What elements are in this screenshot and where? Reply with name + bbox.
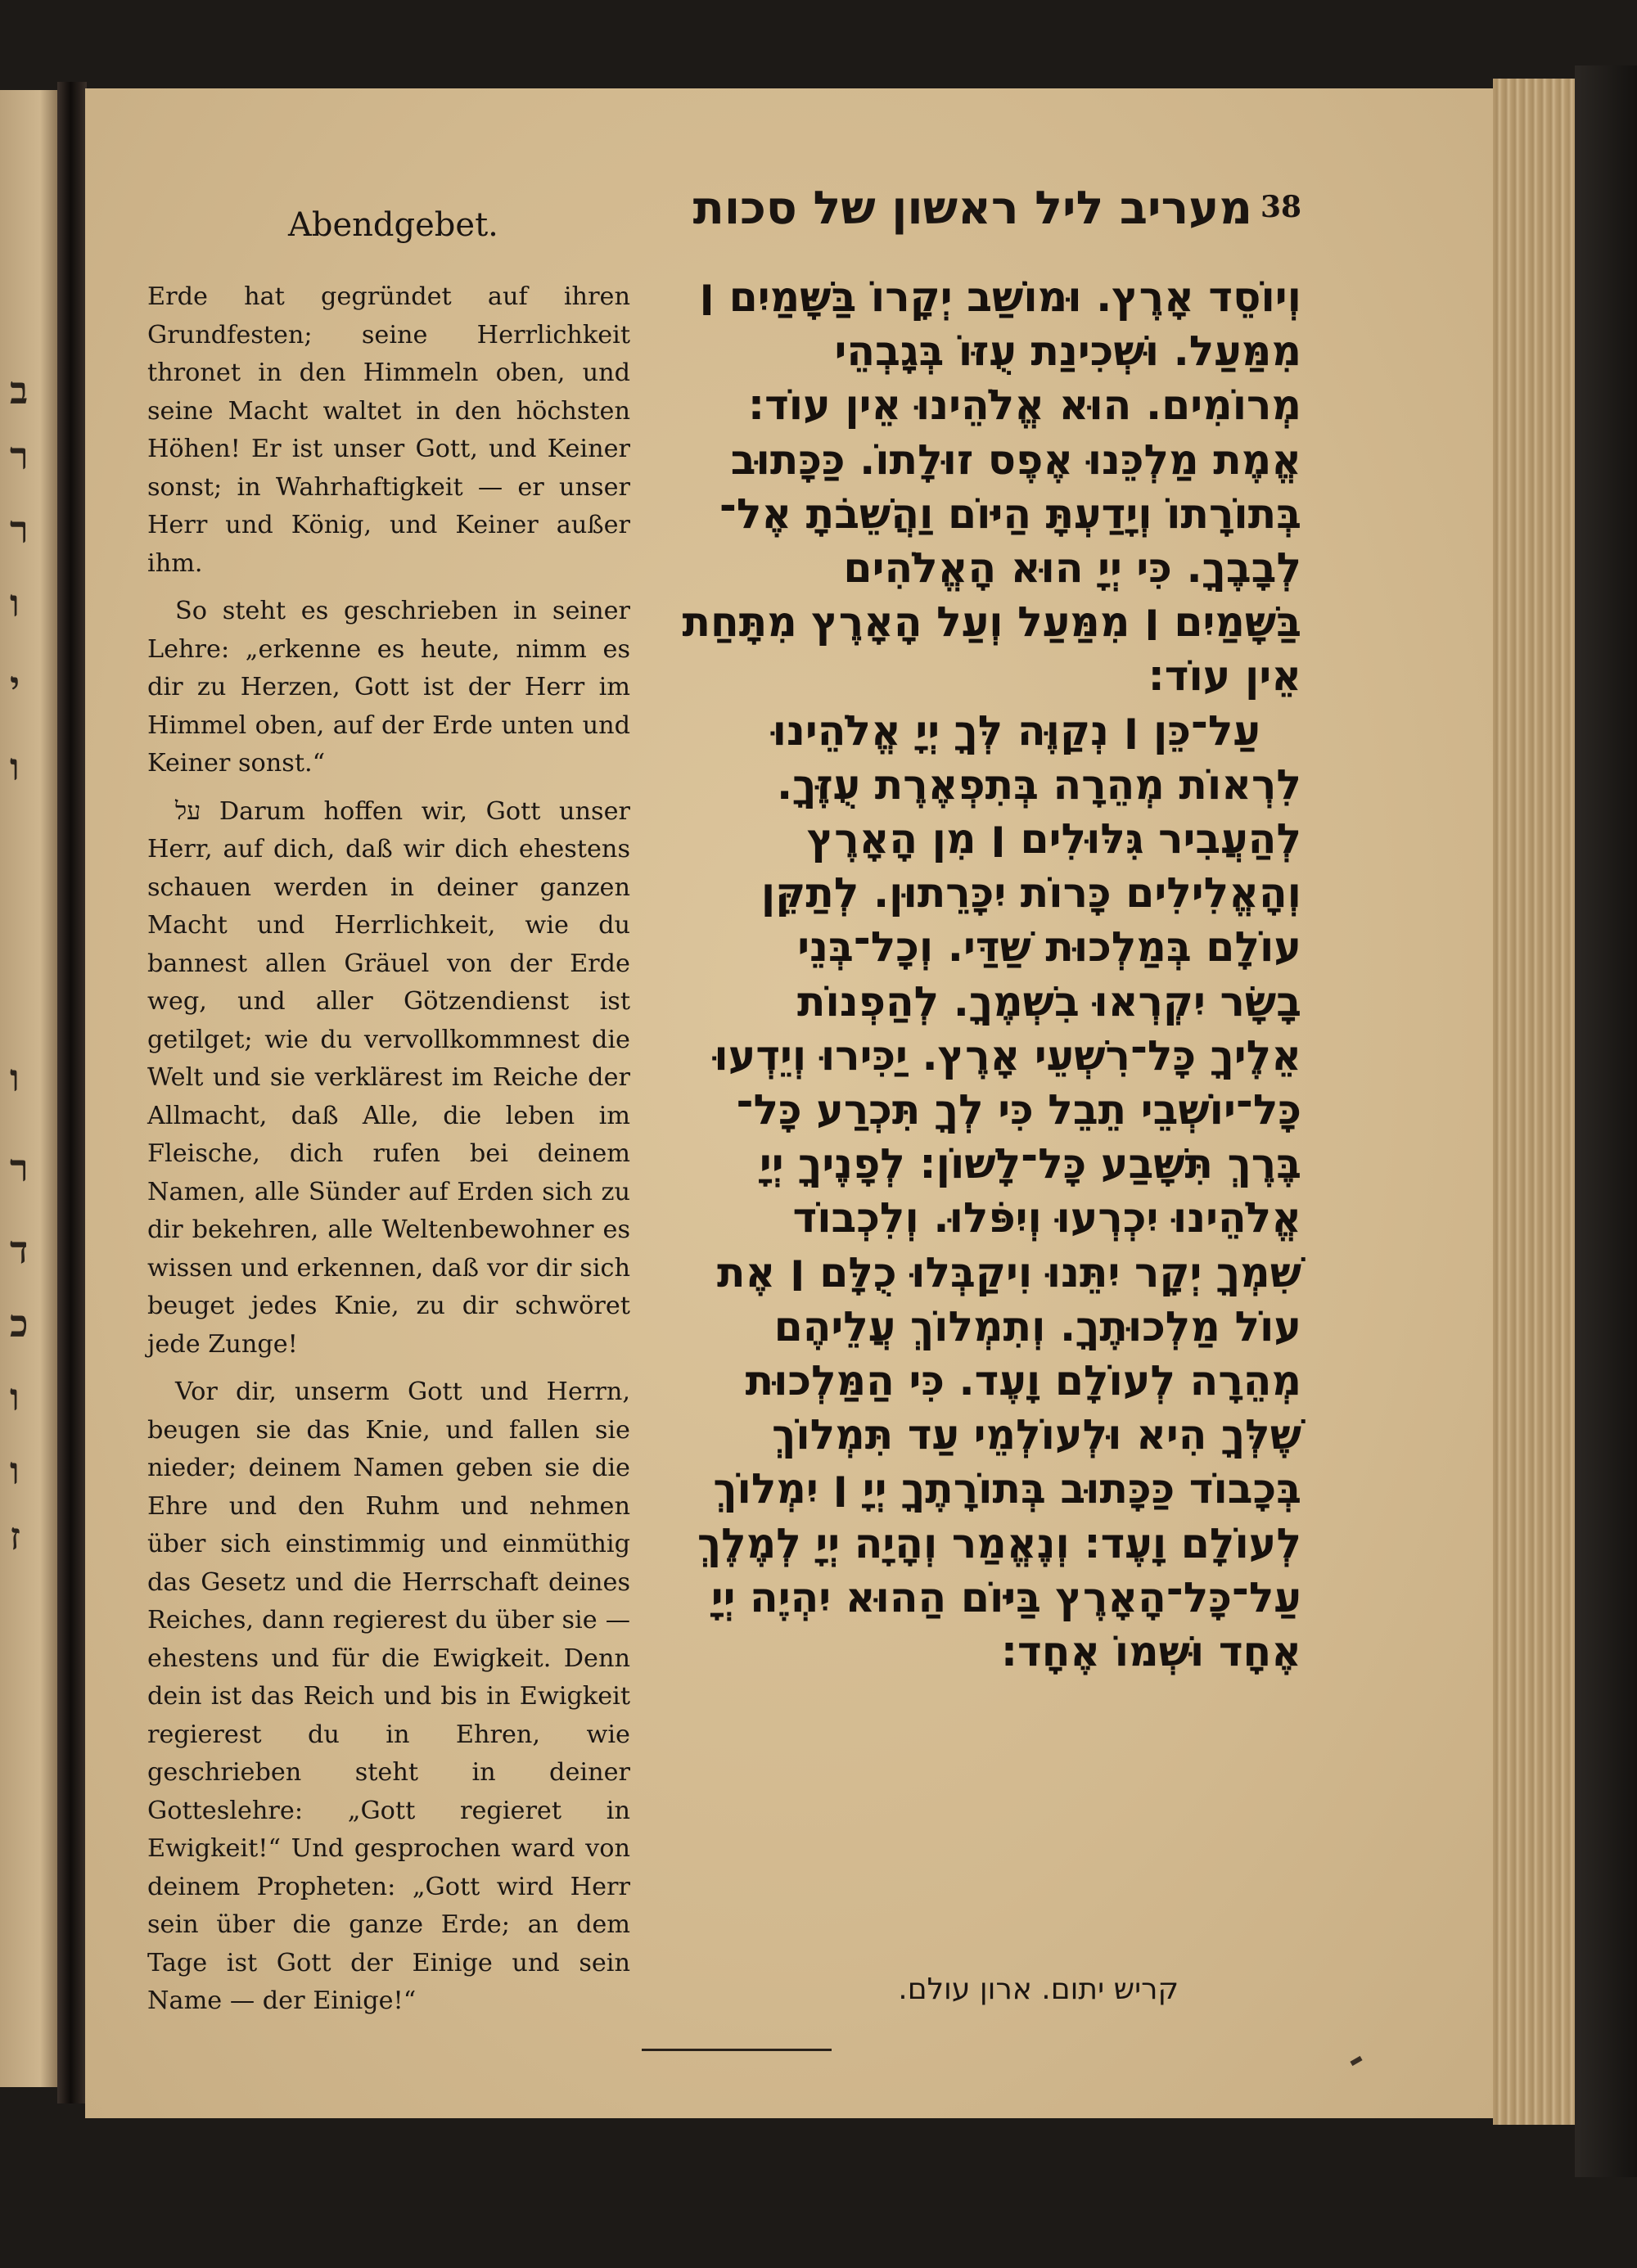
hebrew-line: שִׁמְךָ יְקָר יִתֵּנוּ וִיקַבְּלוּ כֻלָּם ׀ אֶת bbox=[717, 1247, 1301, 1296]
hebrew-line: בַּשָּׁמַיִם ׀ מִמַּעַל וְעַל הָאָרֶץ מִתָּחַת bbox=[682, 597, 1301, 647]
book-gutter bbox=[57, 82, 87, 2103]
footer-rule bbox=[642, 2049, 832, 2051]
hebrew-line: מְרוֹמִים. הוּא אֱלֹהֵינוּ אֵין עוֹד: bbox=[747, 381, 1301, 430]
hebrew-line: בָשָׂר יִקְרְאוּ בִשְׁמֶךָ. לְהַפְנוֹת bbox=[797, 976, 1301, 1026]
previous-page-edge bbox=[0, 90, 57, 2087]
hebrew-line: כָּל־יוֹשְׁבֵי תֵבֵל כִּי לְךָ תִּכְרַע כָּל־ bbox=[736, 1085, 1301, 1134]
hebrew-running-header: מעריב ליל ראשון של סכות bbox=[692, 182, 1252, 235]
hebrew-line: עוֹל מַלְכוּתֶךָ. וְתִמְלוֹךְ עֲלֵיהֶם bbox=[773, 1301, 1301, 1350]
hebrew-line: שֶׁלְּךָ הִיא וּלְעוֹלְמֵי עַד תִּמְלוֹךְ bbox=[772, 1410, 1301, 1459]
hebrew-line: עַל־כֵּן ׀ נְקַוֶּה לְּךָ יְיָ אֱלֹהֵינוּ bbox=[772, 706, 1260, 755]
german-paragraph: Vor dir, unserm Gott und Herrn, beugen sie das Knie, und fallen sie nieder; deinem Namen geben sie die Ehre und den Ruhm und nehmen über sich einstimmig und einmüthig das Gesetz und die Herrschaft deines Reiches, dann regierest du über sie — ehestens und für die Ewigkeit. Denn dein ist das Reich und bis in Ewigkeit regierest du in Ehren, wie geschrieben steht in deiner Gotteslehre: „Gott regieret in Ewigkeit!“ Und gesprochen ward von deinem Propheten: „Gott wird Herr sein über die ganze Erde; an dem Tage ist Gott der Einige und sein Name — der Einige!“ bbox=[147, 1377, 630, 2015]
hebrew-line: אֱמֶת מַלְכֵּנוּ אֶפֶס זוּלָתוֹ. כַּכָּתוּב bbox=[730, 435, 1301, 484]
hebrew-line: עוֹלָם בְּמַלְכוּת שַׁדַּי. וְכָל־בְּנֵי bbox=[797, 922, 1301, 972]
german-paragraph: So steht es geschrieben in seiner Lehre: „erkenne es heute, nimm es dir zu Herzen, Gott ist der Herr im Himmel oben, auf der Erde unten und Keiner sonst.“ bbox=[147, 597, 630, 778]
book-cover bbox=[1575, 65, 1637, 2177]
hebrew-line: בְּתוֹרָתוֹ וְיָדַעְתָּ הַיּוֹם וַהֲשֵׁבֹתָ אֶל־ bbox=[719, 489, 1301, 538]
previous-page-glyphs: ב ר ר ו י ו ו ר ד כ ו ו ז bbox=[10, 368, 29, 1558]
hebrew-line: אֵין עוֹד: bbox=[1148, 652, 1301, 701]
german-paragraph: על Darum hoffen wir, Gott unser Herr, auf dich, daß wir dich ehestens schauen werden in deiner ganzen Macht und Herrlichkeit, wie du bannest allen Gräuel von der Erde weg, und aller Götzendienst ist getilget; wie du vervollkommnest die Welt und sie verklärest im Reiche der Allmacht, daß Alle, die leben im Fleische, dich rufen bei deinem Namen, alle Sünder auf Erden sich zu dir bekehren, alle Weltenbewohner es wissen und erkennen, daß vor dir sich beuget jedes Knie, zu dir schwöret jede Zunge! bbox=[147, 796, 630, 1359]
hebrew-line: וְהָאֱלִילִים כָּרוֹת יִכָּרֵתוּן. לְתַקֵּן bbox=[760, 868, 1301, 918]
hebrew-line: אֱלֹהֵינוּ יִכְרְעוּ וְיִפֹּלוּ. וְלִכְבוֹד bbox=[792, 1193, 1301, 1242]
hebrew-line: מִמַּעַל. וּשְׁכִינַת עֻזּוֹ בְּגָבְהֵי bbox=[834, 327, 1301, 376]
hebrew-line: אֵלֶיךָ כָּל־רִשְׁעֵי אָרֶץ. יַכִּירוּ וְיֵדְעוּ bbox=[714, 1030, 1301, 1080]
hebrew-line: וְיוֹסֵד אָרֶץ. וּמוֹשַׁב יְקָרוֹ בַּשָּׁמַיִם ׀ bbox=[699, 273, 1301, 321]
hebrew-line: אֶחָד וּשְׁמוֹ אֶחָד: bbox=[1000, 1627, 1301, 1676]
hebrew-footer-note: קריש יתום. ארון עולם. bbox=[898, 1973, 1179, 2006]
hebrew-line: בְּכָבוֹד כַּכָּתוּב בְּתוֹרָתֶךָ יְיָ ׀ יִמְלוֹךְ bbox=[713, 1464, 1301, 1513]
page-number: 38 bbox=[1260, 190, 1302, 224]
german-paragraph: Erde hat gegründet auf ihren Grundfesten; seine Herrlichkeit thronet in den Himmeln oben, und seine Macht waltet in den höchsten Höhen! Er ist unser Gott, und Keiner sonst; in Wahrhaftigkeit — er unser Herr und König, und Keiner außer ihm. bbox=[147, 282, 630, 578]
hebrew-line: מְהֵרָה לְעוֹלָם וָעֶד. כִּי הַמַּלְכוּת bbox=[745, 1356, 1301, 1405]
hebrew-line: לְבָבֶךָ. כִּי יְיָ הוּא הָאֱלֹהִים bbox=[843, 543, 1301, 593]
hebrew-line: לִרְאוֹת מְהֵרָה בְּתִפְאֶרֶת עֻזֶּךָ. bbox=[777, 760, 1301, 809]
hebrew-line: לְעוֹלָם וָעֶד: וְנֶאֱמַר וְהָיָה יְיָ לְמֶלֶךְ bbox=[697, 1518, 1301, 1567]
hebrew-line: בֶּרֶךְ תִּשָּׁבַע כָּל־לָשׁוֹן: לְפָנֶיךָ יְיָ bbox=[759, 1139, 1301, 1188]
german-running-header: Abendgebet. bbox=[288, 206, 498, 244]
hebrew-prayer-column bbox=[663, 270, 1301, 1989]
hebrew-line: לְהַעֲבִיר גִּלּוּלִים ׀ מִן הָאָרֶץ bbox=[806, 814, 1301, 863]
german-translation-column bbox=[147, 278, 630, 2038]
page-stack-edges bbox=[1493, 79, 1575, 2125]
hebrew-line: עַל־כָּל־הָאָרֶץ בַּיּוֹם הַהוּא יִהְיֶה יְיָ bbox=[710, 1572, 1301, 1621]
